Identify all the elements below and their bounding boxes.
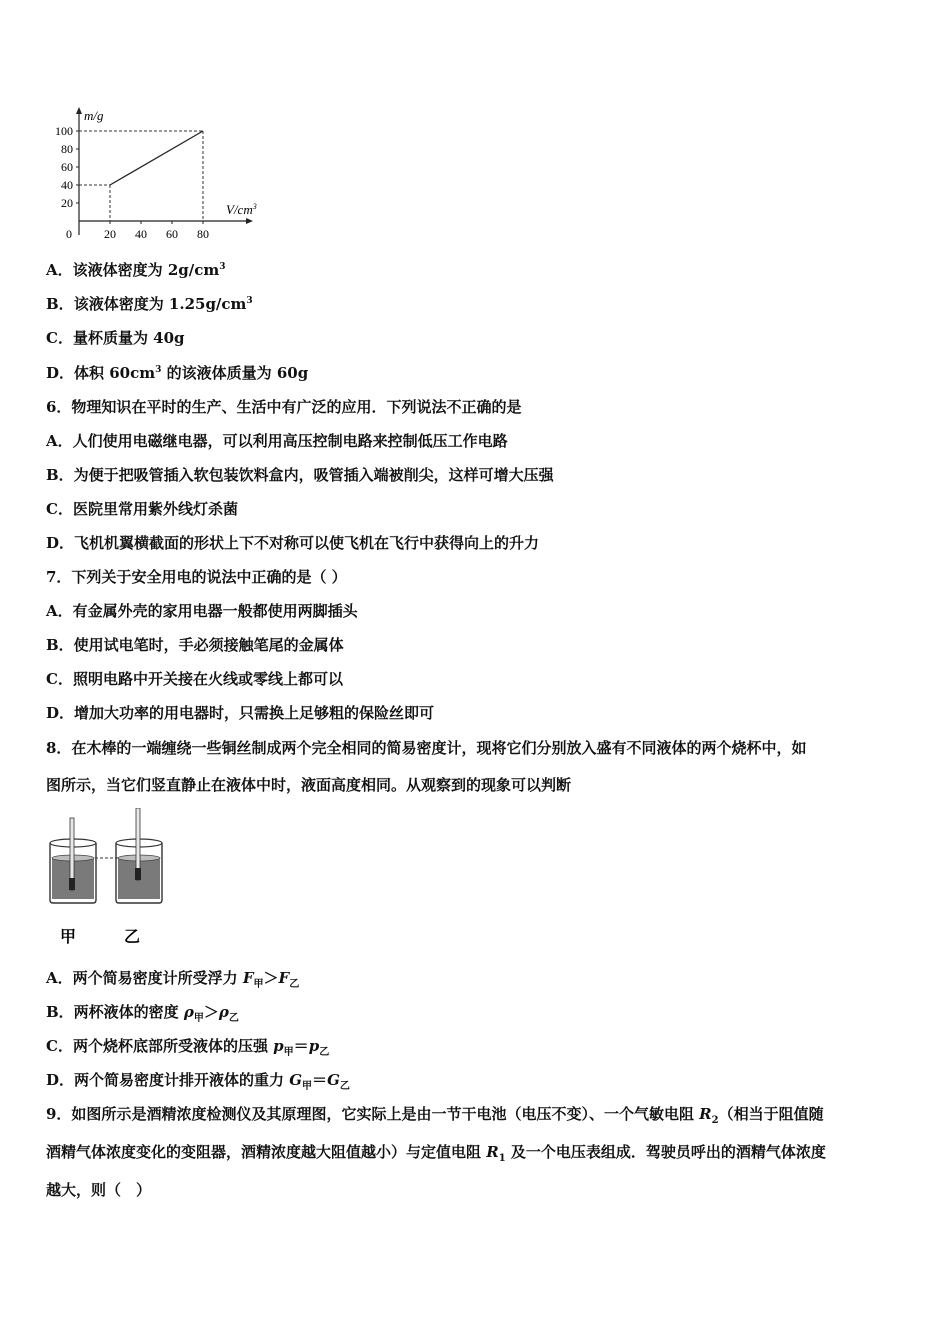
q8-option-a: A．两个简易密度计所受浮力 $F_甲>F_乙$ xyxy=(46,969,300,990)
q5-option-b: B．该液体密度为 $1.25g/cm^3$ xyxy=(46,295,253,313)
q5-option-a: A．该液体密度为 $2g/cm^3$ xyxy=(46,261,226,279)
beaker-jia xyxy=(50,818,96,903)
q6-option-d: D．飞机机翼横截面的形状上下不对称可以使飞机在飞行中获得向上的升力 xyxy=(46,534,540,552)
q7-option-b: B．使用试电笔时，手必须接触笔尾的金属体 xyxy=(46,636,344,654)
x-axis-arrow xyxy=(246,218,253,224)
q9-stem-line2: 酒精气体浓度变化的变阻器，酒精浓度越大阻值越小）与定值电阻 $R_1$ 及一个电压表组成．驾驶员呼出的酒精气体浓度 xyxy=(46,1143,826,1164)
q8-option-c: C．两个烧杯底部所受液体的压强 $p_甲=p_乙$ xyxy=(46,1037,330,1058)
x-tick-label: 40 xyxy=(135,227,147,241)
q9-stem-line3: 越大，则（ ） xyxy=(46,1181,152,1199)
label-jia: 甲 xyxy=(60,927,77,946)
q5-option-c: C．量杯质量为 40g xyxy=(46,329,185,347)
label-yi: 乙 xyxy=(124,927,141,946)
beaker-yi xyxy=(116,808,162,903)
q7-stem: 7．下列关于安全用电的说法中正确的是（ ） xyxy=(46,568,347,586)
y-tick-label: 40 xyxy=(61,178,73,192)
x-axis-label: $V/cm^3$ xyxy=(226,202,257,217)
y-tick-label: 20 xyxy=(61,196,73,210)
q8-stem-line2: 图所示，当它们竖直静止在液体中时，液面高度相同。从观察到的现象可以判断 xyxy=(46,776,572,794)
y-tick-label: 60 xyxy=(61,160,73,174)
q6-option-c: C．医院里常用紫外线灯杀菌 xyxy=(46,500,238,518)
q6-option-a: A．人们使用电磁继电器，可以利用高压控制电路来控制低压工作电路 xyxy=(46,432,508,450)
x-tick-label: 0 xyxy=(66,227,72,241)
x-tick-label: 20 xyxy=(104,227,116,241)
beakers-figure xyxy=(40,808,190,948)
x-tick-label: 60 xyxy=(166,227,178,241)
data-line xyxy=(110,131,203,185)
graph-marks xyxy=(55,124,209,241)
q7-option-a: A．有金属外壳的家用电器一般都使用两脚插头 xyxy=(46,602,358,620)
y-tick-label: 80 xyxy=(61,142,73,156)
q8-stem-line1: 8．在木棒的一端缠绕一些铜丝制成两个完全相同的简易密度计，现将它们分别放入盛有不同液体的两个烧杯中，如 xyxy=(46,739,807,757)
q5-option-d: D．体积 $60cm^3$ 的该液体质量为 60g xyxy=(46,364,309,382)
q7-option-d: D．增加大功率的用电器时，只需换上足够粗的保险丝即可 xyxy=(46,704,435,722)
q9-stem-line1: 9．如图所示是酒精浓度检测仪及其原理图，它实际上是由一节干电池（电压不变）、一个气敏电阻 $R_2$（相当于阻值随 xyxy=(46,1105,824,1126)
q6-stem: 6．物理知识在平时的生产、生活中有广泛的应用．下列说法不正确的是 xyxy=(46,398,522,416)
q8-option-b: B．两杯液体的密度 $\rho_甲>\rho_乙$ xyxy=(46,1003,239,1024)
y-axis-label: m/g xyxy=(84,108,104,123)
q7-option-c: C．照明电路中开关接在火线或零线上都可以 xyxy=(46,670,343,688)
y-tick-label: 100 xyxy=(55,124,73,138)
q8-option-d: D．两个简易密度计排开液体的重力 $G_甲=G_乙$ xyxy=(46,1071,350,1092)
x-tick-label: 80 xyxy=(197,227,209,241)
q6-option-b: B．为便于把吸管插入软包装饮料盒内，吸管插入端被削尖，这样可增大压强 xyxy=(46,466,554,484)
y-axis-arrow xyxy=(76,107,82,114)
mass-volume-graph xyxy=(50,105,280,245)
